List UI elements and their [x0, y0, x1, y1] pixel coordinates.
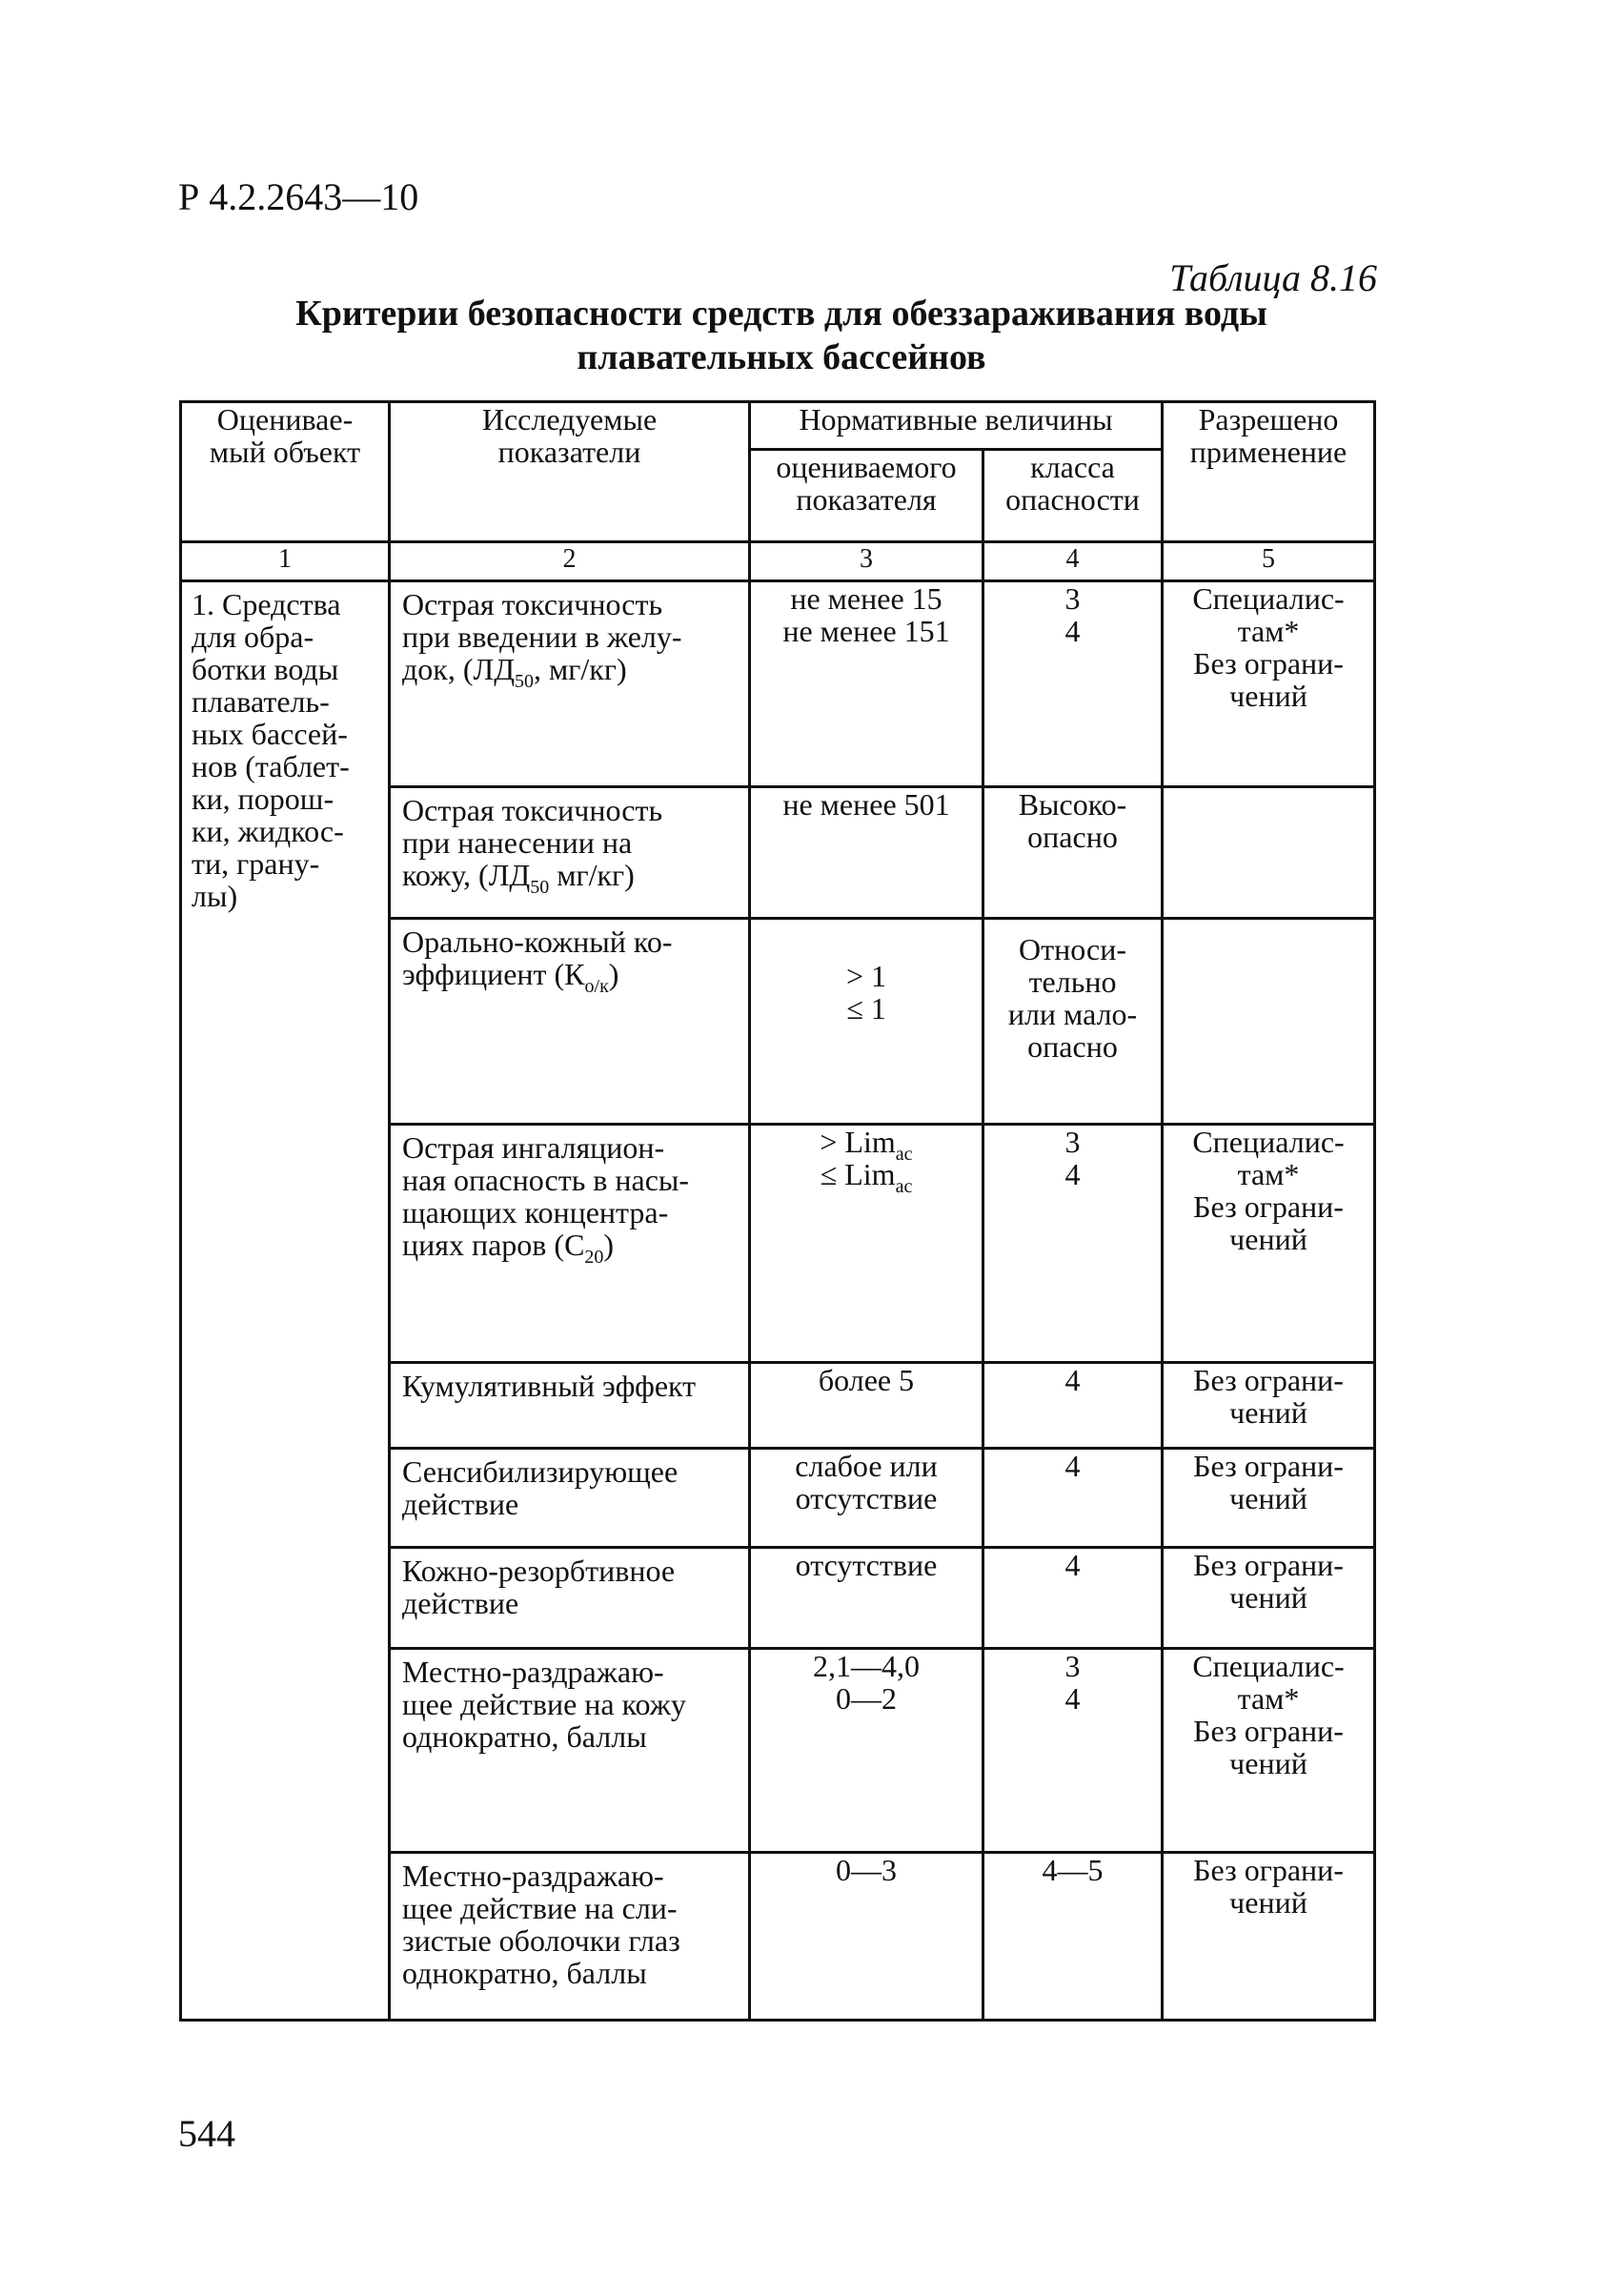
indicator-cell: Орально-кожный ко- эффициент $(К_{о/к})$ — [390, 919, 750, 1125]
indicator-cell: Кумулятивный эффект — [390, 1363, 750, 1449]
header-hazard: класса опасности — [983, 450, 1163, 542]
header-assessed: оцениваемого показателя — [750, 450, 983, 542]
allowed-cell — [1163, 919, 1375, 1125]
table-caption: Таблица 8.16 — [1169, 256, 1377, 299]
allowed-cell: Без ограни- чений — [1163, 1449, 1375, 1548]
criteria-table — [179, 400, 1376, 2022]
value-cell: > 1 ≤ 1 — [750, 919, 983, 1125]
allowed-cell: Специалис- там* Без ограни- чений — [1163, 1649, 1375, 1853]
class-cell: Относи- тельно или мало- опасно — [983, 919, 1163, 1125]
column-number-row — [181, 542, 1375, 581]
col-number: 1 — [181, 542, 390, 581]
page-number: 544 — [178, 2112, 235, 2155]
allowed-cell: Без ограни- чений — [1163, 1548, 1375, 1649]
header-allowed: Разрешено применение — [1163, 402, 1375, 542]
indicator-cell: Острая токсичность при нанесении на кожу, ($ЛД_{50}$ мг/кг) — [390, 787, 750, 919]
col-number: 4 — [983, 542, 1163, 581]
indicator-cell: Острая токсичность при введении в желу- док, ($ЛД_{50}$, мг/кг) — [390, 581, 750, 787]
class-cell: 4 — [983, 1449, 1163, 1548]
indicator-cell: Сенсибилизирующее действие — [390, 1449, 750, 1548]
header-object: Оценивае- мый объект — [181, 402, 390, 542]
indicator-cell: Кожно-резорбтивное действие — [390, 1548, 750, 1649]
col-number: 2 — [390, 542, 750, 581]
indicator-cell: Острая ингаляцион- ная опасность в насы- щающих концентра- циях паров $(С_{20})$ — [390, 1125, 750, 1363]
value-cell: не менее 501 — [750, 787, 983, 919]
object-cell: 1. Средства для обра- ботки воды плаватель- ных бассей- нов (таблет- ки, порош- ки, жидкос- ти, грану- лы) — [181, 581, 390, 2021]
title-line-1: Критерии безопасности средств для обеззараживания воды — [295, 294, 1267, 334]
class-cell: 3 4 — [983, 1649, 1163, 1853]
table-title — [181, 292, 1382, 379]
class-cell: 4—5 — [983, 1853, 1163, 2021]
class-cell: 3 4 — [983, 581, 1163, 787]
class-cell: Высоко- опасно — [983, 787, 1163, 919]
value-cell: > Lim$_{ac}$ ≤ Lim$_{ac}$ — [750, 1125, 983, 1363]
class-cell: 4 — [983, 1548, 1163, 1649]
class-cell: 4 — [983, 1363, 1163, 1449]
col-number: 5 — [1163, 542, 1375, 581]
value-cell: слабое или отсутствие — [750, 1449, 983, 1548]
value-cell: более 5 — [750, 1363, 983, 1449]
value-cell: 2,1—4,0 0—2 — [750, 1649, 983, 1853]
table-row — [181, 581, 1375, 787]
header-row-1 — [181, 402, 1375, 450]
value-cell: 0—3 — [750, 1853, 983, 2021]
allowed-cell — [1163, 787, 1375, 919]
col-number: 3 — [750, 542, 983, 581]
value-cell: не менее 15 не менее 151 — [750, 581, 983, 787]
indicator-cell: Местно-раздражаю- щее действие на кожу однократно, баллы — [390, 1649, 750, 1853]
value-cell: отсутствие — [750, 1548, 983, 1649]
header-normative: Нормативные величины — [750, 402, 1163, 450]
indicator-cell: Местно-раздражаю- щее действие на сли- зистые оболочки глаз однократно, баллы — [390, 1853, 750, 2021]
title-line-2: плавательных бассейнов — [577, 337, 986, 377]
header-indicators: Исследуемые показатели — [390, 402, 750, 542]
allowed-cell: Специалис- там* Без ограни- чений — [1163, 1125, 1375, 1363]
allowed-cell: Без ограни- чений — [1163, 1853, 1375, 2021]
allowed-cell: Специалис- там* Без ограни- чений — [1163, 581, 1375, 787]
document-code: Р 4.2.2643—10 — [178, 175, 419, 218]
class-cell: 3 4 — [983, 1125, 1163, 1363]
allowed-cell: Без ограни- чений — [1163, 1363, 1375, 1449]
